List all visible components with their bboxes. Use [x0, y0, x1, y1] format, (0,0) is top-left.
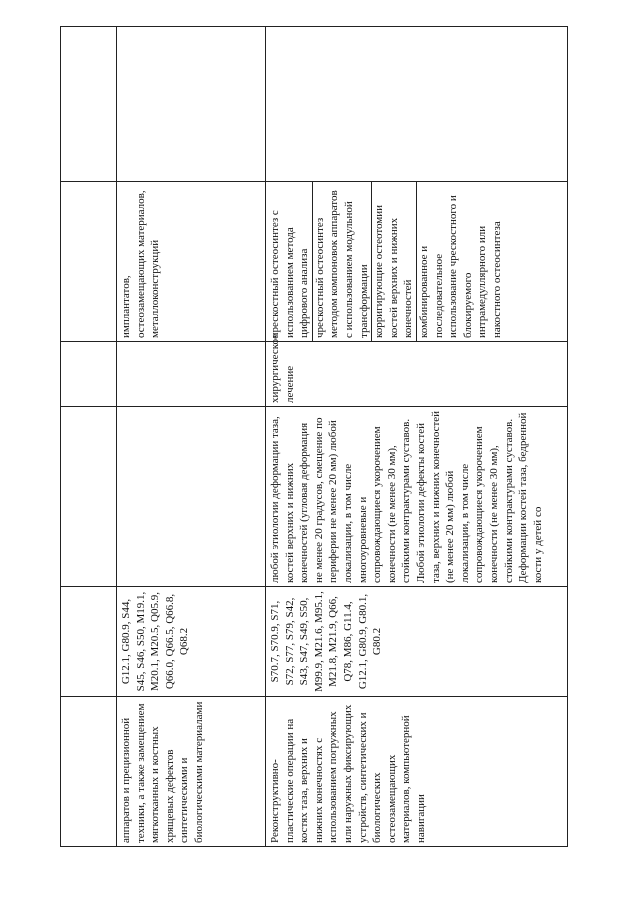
operation-name-cell: аппаратов и прецизионной техники, а также замещением мягкотканных и костных хрящевых дефектов синтетическими и биологическими материалами [117, 697, 266, 847]
treatment-type-cell [117, 342, 266, 407]
cell-blank [61, 407, 117, 587]
cost-cell [266, 27, 568, 182]
cell-blank [61, 27, 117, 182]
cell-blank [61, 587, 117, 697]
cell-blank [61, 697, 117, 847]
method-cell: имплантатов, остеозамещающих материалов, металлоконструкций [117, 182, 266, 342]
method-cell [266, 182, 568, 342]
cell-blank [61, 342, 117, 407]
icd-codes-cell: G12.1, G80.9, S44, S45, S46, S50, M19.1, M20.1, M20.5, Q05.9, Q66.0, Q66.5, Q66.8, Q68.2 [117, 587, 266, 697]
rotated-page [60, 27, 567, 847]
diagnosis-cell [117, 407, 266, 587]
table-row [61, 27, 117, 847]
method-item: чрескостный остеосинтез методом компоновок аппаратов с использованием модульной трансформации [312, 182, 371, 341]
icd-codes-cell: S70.7, S70.9, S71, S72, S77, S79, S42, S43, S47, S49, S50, M99.9, M21.6, M95.1, M21.8, M21.9, Q66, Q78, M86, G11.4, G12.1, G80.9, G80.1, G80.2 [266, 587, 568, 697]
table-row [266, 27, 568, 847]
operation-name-cell: Реконструктивно-пластические операции на костях таза, верхних и нижних конечностях с использованием погружных или наружных фиксирующих устройств, синтетических и биологических остеозамещающих материалов, компьютерной навигации [266, 697, 568, 847]
table-row [117, 27, 266, 847]
cost-cell [117, 27, 266, 182]
method-item: чрескостный остеосинтез с использованием метода цифрового анализа [269, 210, 311, 338]
cell-blank [61, 182, 117, 342]
treatment-table [60, 26, 568, 847]
treatment-type-cell: хирургическое лечение [266, 342, 568, 407]
method-item: корригирующие остеотомии костей верхних и нижних конечностей [371, 182, 416, 341]
method-item: комбинированное и последовательное использование чрескостного и блокируемого интрамедуллярного или накостного остеосинтеза [416, 182, 505, 341]
diagnosis-cell: любой этиологии деформации таза, костей верхних и нижних конечностей (угловая деформация не менее 20 градусов, смещение по периферии не менее 20 мм) любой локализации, в том числе многоуровневые и сопровождающиеся укорочением конечности (не менее 30 мм), стойкими контрактурами суставов. Любой этиологии дефекты костей таза, верхних и нижних конечностей (не менее 20 мм) любой локализации, в том числе сопровождающиеся укорочением конечности (не менее 30 мм), стойкими контрактурами суставов. Деформации костей таза, бедренной кости у детей со [266, 407, 568, 587]
